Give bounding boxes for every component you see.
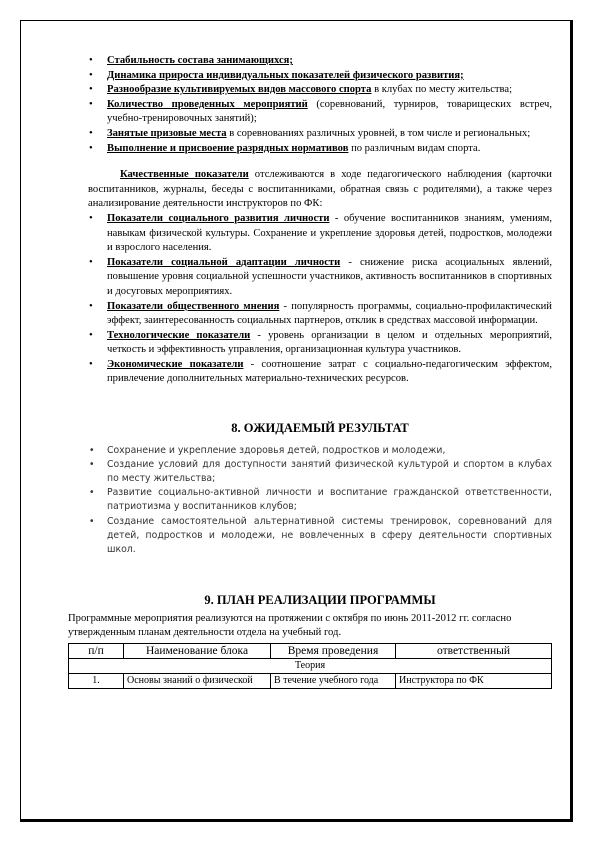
section-9-title: 9. ПЛАН РЕАЛИЗАЦИИ ПРОГРАММЫ (204, 593, 436, 608)
item-label: Количество проведенных мероприятий (107, 98, 308, 110)
item-text: Сохранение и укрепление здоровья детей, подростков и молодежи, (107, 444, 446, 456)
section-8-title: 8. ОЖИДАЕМЫЙ РЕЗУЛЬТАТ (231, 421, 409, 436)
item-text: - соотношение затрат с социально-педагогическим эффектом, привлечение дополнительных материально-технических ресурсов. (107, 358, 552, 385)
bullet-icon: • (89, 142, 93, 154)
quality-label: Качественные показатели (120, 169, 249, 181)
item-label: Показатели социальной адаптации личности (107, 256, 341, 268)
bullet-icon: • (89, 69, 93, 81)
item-text: (соревнований, турниров, товарищеских встреч, учебно-тренировочных занятий); (107, 98, 553, 125)
list-item (88, 98, 552, 127)
quality-text: отслеживаются в ходе педагогического наблюдения (карточки воспитанников, журналы, беседы с воспитанниками, обратная связь с родителями), а также через анализирование деятельности инструкторов по ФК: (88, 169, 552, 210)
bullet-icon: • (89, 256, 93, 268)
bullet-icon: • (89, 127, 93, 139)
bullet-icon: • (89, 444, 95, 456)
indicators-list (88, 54, 552, 156)
table-header-row (69, 644, 552, 659)
bullet-icon: • (89, 458, 95, 470)
table-group-row (69, 659, 552, 674)
list-item (88, 458, 552, 486)
item-label: Занятые призовые места (107, 127, 227, 139)
list-item (88, 300, 552, 329)
list-item (88, 358, 552, 387)
table-cell: В течение учебного года (271, 674, 396, 689)
column-header: Время проведения (271, 644, 396, 659)
column-header: Наименование блока (124, 644, 271, 659)
item-text: в соревнованиях различных уровней, в том числе и региональных; (226, 127, 531, 139)
item-label: Технологические показатели (107, 329, 251, 341)
table-cell: 1. (69, 674, 124, 689)
bullet-icon: • (89, 487, 95, 499)
item-label: Стабильность состава занимающихся; (107, 55, 293, 66)
bullet-icon: • (89, 84, 93, 96)
bullet-icon: • (89, 358, 93, 370)
list-item (88, 444, 552, 458)
bullet-icon: • (89, 55, 93, 66)
item-text: по различным видам спорта. (348, 142, 481, 154)
list-item (88, 212, 552, 256)
bullet-icon: • (89, 300, 93, 312)
item-label: Выполнение и присвоение разрядных нормативов (107, 142, 349, 154)
list-item (88, 127, 552, 142)
item-text: - популярность программы, социально-профилактический эффект, заинтересованность социальных партнеров, отклик в средствах массовой информации. (107, 300, 552, 327)
item-text: Создание самостоятельной альтернативной системы тренировок, соревнований для детей, подростков и молодежи, не вовлеченных в сферу деятельности спортивных школ. (107, 515, 552, 556)
bullet-icon: • (89, 98, 93, 110)
list-item (88, 69, 552, 84)
item-text: - снижение риска асоциальных явлений, повышение уровня социальной успешности участников, активность воспитанников в спортивных и досуговых мероприятиях. (107, 256, 552, 297)
table-cell: Инструктора по ФК (396, 674, 552, 689)
list-item (88, 486, 552, 514)
item-text: - обучение воспитанников знаниям, умениям, навыкам физической культуры. Сохранение и укрепление здоровья детей, подростков, молодежи и взрослого населения. (107, 212, 552, 254)
list-item (88, 256, 552, 300)
list-item (88, 515, 552, 558)
bullet-icon: • (89, 515, 95, 527)
bullet-icon: • (89, 212, 93, 224)
list-item (88, 142, 552, 157)
document-content (68, 54, 553, 689)
column-header: п/п (69, 644, 124, 659)
table-cell: Основы знаний о физической (124, 674, 271, 689)
quality-indicators-list (88, 212, 552, 387)
item-text: в клубах по месту жительства; (371, 84, 513, 96)
plan-intro: Программные мероприятия реализуются на протяжении с октября по июнь 2011-2012 гг. согласно утвержденным планам деятельности отдела на учебный год. (68, 612, 512, 639)
list-item (88, 83, 552, 98)
plan-table (68, 643, 552, 689)
item-text: Создание условий для доступности занятий физической культурой и спортом в клубах по месту жительства; (107, 458, 552, 485)
item-label: Разнообразие культивируемых видов массового спорта (107, 84, 372, 96)
group-cell: Теория (69, 659, 552, 674)
item-text: Развитие социально-активной личности и воспитание гражданской ответственности, патриотизма у воспитанников клубов; (107, 487, 552, 513)
list-item (88, 329, 552, 358)
column-header: ответственный (396, 644, 552, 659)
table-row (69, 674, 552, 689)
list-item (88, 54, 552, 69)
item-label: Динамика прироста индивидуальных показателей физического развития; (107, 69, 464, 81)
item-label: Экономические показатели (107, 358, 244, 370)
expected-results-list (88, 444, 552, 558)
item-label: Показатели социального развития личности (107, 212, 330, 224)
item-text: - уровень организации в целом и отдельных мероприятий, четкость и эффективность управления, организационная культура участников. (107, 329, 552, 356)
bullet-icon: • (89, 329, 93, 341)
quality-paragraph (88, 168, 552, 212)
item-label: Показатели общественного мнения (107, 300, 280, 312)
